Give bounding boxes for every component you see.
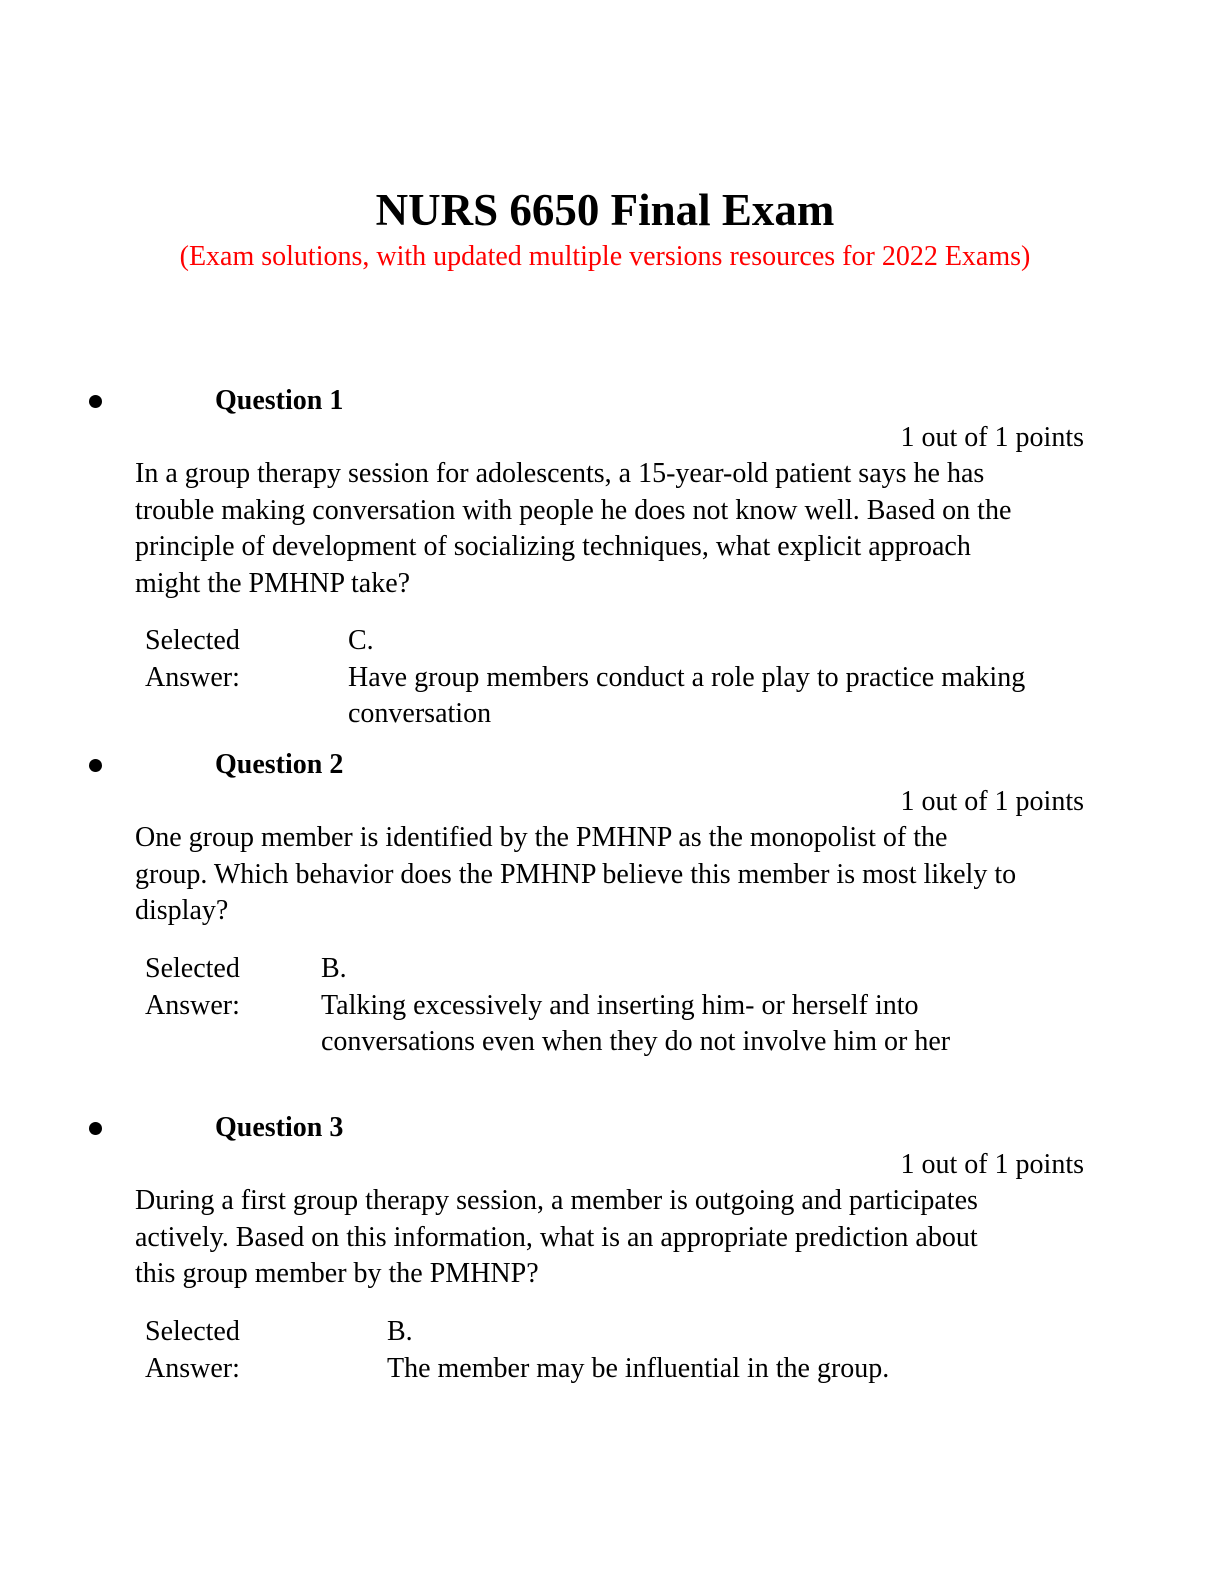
document-subtitle: (Exam solutions, with updated multiple versions resources for 2022 Exams): [179, 241, 1031, 272]
question-points: 1 out of 1 points: [900, 422, 1084, 453]
answer-text: Talking excessively and inserting him- or herself into conversations even when they do not involve him or her: [321, 989, 951, 1057]
bullet-icon: [89, 759, 102, 772]
question-label: Question 1: [215, 385, 344, 416]
answer-letter: B.: [321, 953, 347, 984]
question-label: Question 3: [215, 1112, 344, 1143]
selected-answer-content: [321, 951, 1016, 1061]
question-text: During a first group therapy session, a member is outgoing and participates actively. Based on this information, what is an appropriate prediction about this group member by the PMHNP?: [135, 1185, 978, 1289]
question-header: [0, 383, 1224, 419]
question-label: Question 2: [215, 749, 344, 780]
question-text: In a group therapy session for adolescents, a 15-year-old patient says he has trouble making conversation with people he does not know well. Based on the principle of development of socializing techniques, what explicit approach might the PMHNP take?: [135, 458, 1012, 599]
selected-answer-label: Selected Answer:: [145, 1316, 240, 1384]
bullet-icon: [89, 1122, 102, 1135]
selected-answer-content: [348, 623, 1038, 733]
question-points: 1 out of 1 points: [900, 786, 1084, 817]
question-header: [0, 747, 1224, 783]
answer-text: The member may be influential in the group.: [387, 1352, 890, 1384]
bullet-icon: [89, 395, 102, 408]
answer-text: Have group members conduct a role play to practice making conversation: [348, 661, 1026, 729]
question-points: 1 out of 1 points: [900, 1149, 1084, 1180]
selected-answer-label: Selected Answer:: [145, 625, 240, 693]
question-header: [0, 1110, 1224, 1146]
answer-letter: B.: [387, 1316, 413, 1347]
document-title: NURS 6650 Final Exam: [375, 185, 835, 235]
answer-letter: C.: [348, 625, 374, 656]
question-text: One group member is identified by the PMHNP as the monopolist of the group. Which behavior does the PMHNP believe this member is most likely to display?: [135, 822, 1017, 926]
selected-answer-content: [387, 1314, 1037, 1387]
selected-answer-label: Selected Answer:: [145, 953, 240, 1021]
